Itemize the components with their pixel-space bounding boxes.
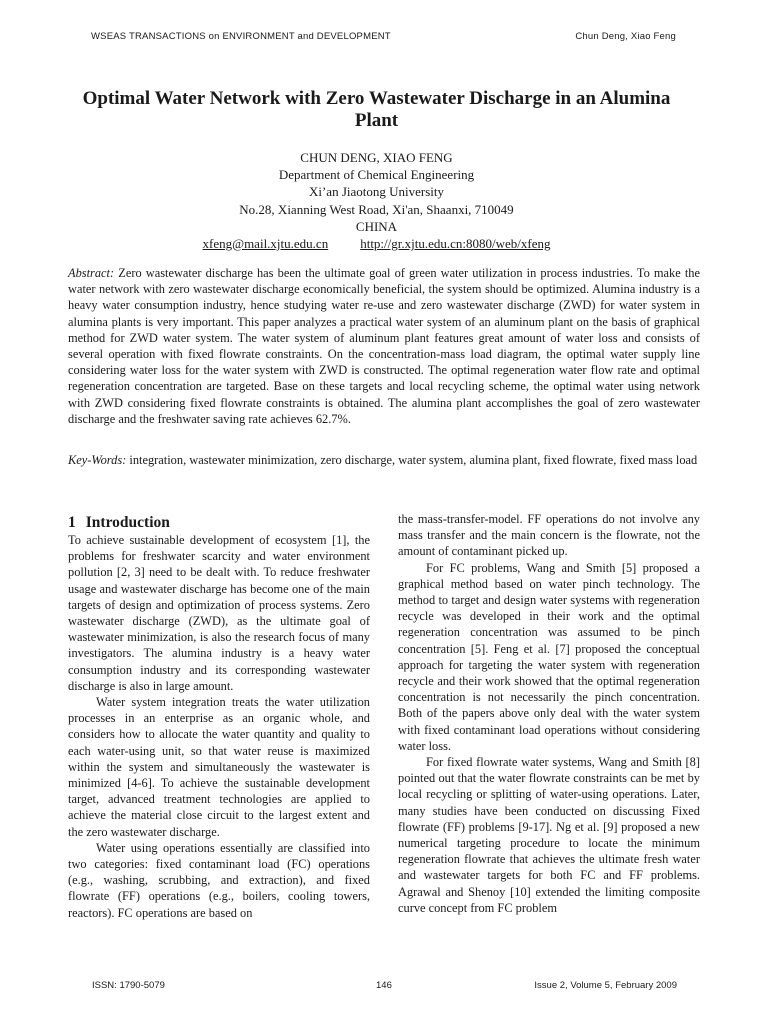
page-number: 146 xyxy=(376,980,392,991)
header-authors: Chun Deng, Xiao Feng xyxy=(575,31,676,42)
email-link[interactable]: xfeng@mail.xjtu.edu.cn xyxy=(202,236,329,252)
paragraph: Water using operations essentially are classified into two categories: fixed contaminant load (FC) operations (e.g., washing, scrubbing, and extraction), and fixed flowrate (FF) operations (e.g., boilers, cooling towers, reactors). FC operations are based on xyxy=(68,840,370,920)
homepage-link[interactable]: http://gr.xjtu.edu.cn:8080/web/xfeng xyxy=(360,236,551,252)
keywords-text: integration, wastewater minimization, zero discharge, water system, alumina plant, fixed flowrate, fixed mass load xyxy=(129,453,698,467)
keywords xyxy=(68,452,700,468)
left-column xyxy=(68,513,370,921)
address: No.28, Xianning West Road, Xi'an, Shaanxi, 710049 xyxy=(239,201,514,217)
page-footer xyxy=(0,980,768,994)
author-names: CHUN DENG, XIAO FENG xyxy=(300,150,453,165)
paragraph: Water system integration treats the water utilization processes in an enterprise as an organic whole, and considers how to allocate the water quantity and quality to each water-using unit, so that water reuse is maximized within the system and simultaneously the wastewater is minimized [4-6]. To achieve the sustainable development target, advanced treatment technologies are applied to achieve the material close circuit to the largest extent and the zero wastewater discharge. xyxy=(68,695,370,839)
issue-info: Issue 2, Volume 5, February 2009 xyxy=(534,980,677,991)
department: Department of Chemical Engineering xyxy=(278,167,475,183)
section-number: 1 xyxy=(68,514,76,531)
paragraph: To achieve sustainable development of ecosystem [1], the problems for freshwater scarcity and water environment pollution [2, 3] need to be dealt with. To reduce freshwater usage and wastewater discharge has become one of the main targets of design and optimization of process systems. Zero wastewater discharge (ZWD), as the ultimate goal of wastewater minimization, is also the research focus of many investigators. The alumina industry is a heavy water consumption industry and its corresponding wastewater discharge is also in large amount. xyxy=(68,533,370,693)
country: CHINA xyxy=(355,218,398,234)
keywords-label: Key-Words: xyxy=(68,453,127,467)
abstract-label: Abstract: xyxy=(68,266,115,280)
author-block xyxy=(60,149,693,252)
abstract xyxy=(68,265,700,427)
abstract-text: Zero wastewater discharge has been the ultimate goal of green water utilization in process industries. To make the water network with zero wastewater discharge economically beneficial, the system should be optimized. Alumina industry is a heavy water consumption industry, hence studying water re-use and zero wastewater discharge (ZWD) for water system in alumina plants is very important. This paper analyzes a practical water system of an aluminum plant on the basis of graphical method for ZWD water system. The water system of aluminum plant features great amount of water loss and consists of several operation with fixed flowrate constraints. On the concentration-mass load diagram, the optimal water supply line considering water loss for the water system with ZWD is constructed. The optimal regeneration water flow rate and optimal regeneration concentration are targeted. Base on these targets and local recycling scheme, the optimal water using network with ZWD considering fixed flowrate constraints is obtained. The alumina plant accomplishes the goal of zero wastewater discharge and the freshwater saving rate achieves 62.7%. xyxy=(68,266,700,426)
contact-line xyxy=(60,235,693,252)
paragraph: For FC problems, Wang and Smith [5] proposed a graphical method based on water pinch technology. The method to target and design water systems with regeneration recycle was developed in their work and the optimal regeneration concentration was assumed to be pinch concentration [5]. Feng et al. [7] proposed the conceptual approach for targeting the water system with regeneration recycle and their work showed that the optimal regeneration concentration is not necessarily the pinch concentration. Both of the papers above only deal with the water system with fixed contaminant load operations without considering water loss. xyxy=(398,560,700,753)
issn: ISSN: 1790-5079 xyxy=(92,980,165,991)
running-header xyxy=(0,31,768,45)
university: Xi’an Jiaotong University xyxy=(308,184,445,200)
right-column xyxy=(398,511,700,916)
journal-name: WSEAS TRANSACTIONS on ENVIRONMENT and DEVELOPMENT xyxy=(91,31,391,42)
section-heading xyxy=(68,513,370,532)
paper-title: Optimal Water Network with Zero Wastewater Discharge in an Alumina Plant xyxy=(82,88,671,131)
paragraph: the mass-transfer-model. FF operations do not involve any mass transfer and the main concern is the flowrate, not the amount of contaminant picked up. xyxy=(398,512,700,559)
section-title: Introduction xyxy=(85,514,170,531)
paragraph: For fixed flowrate water systems, Wang and Smith [8] pointed out that the water flowrate constraints can be met by local recycling or splitting of water-using operations. Later, many studies have been conducted on discussing Fixed flowrate (FF) problems [9-17]. Ng et al. [9] proposed a new numerical targeting procedure to locate the minimum regeneration flowrate that achieves the ultimate fresh water and wastewater targets for both FC and FF problems. Agrawal and Shenoy [10] extended the limiting composite curve concept from FC problem xyxy=(398,755,700,915)
